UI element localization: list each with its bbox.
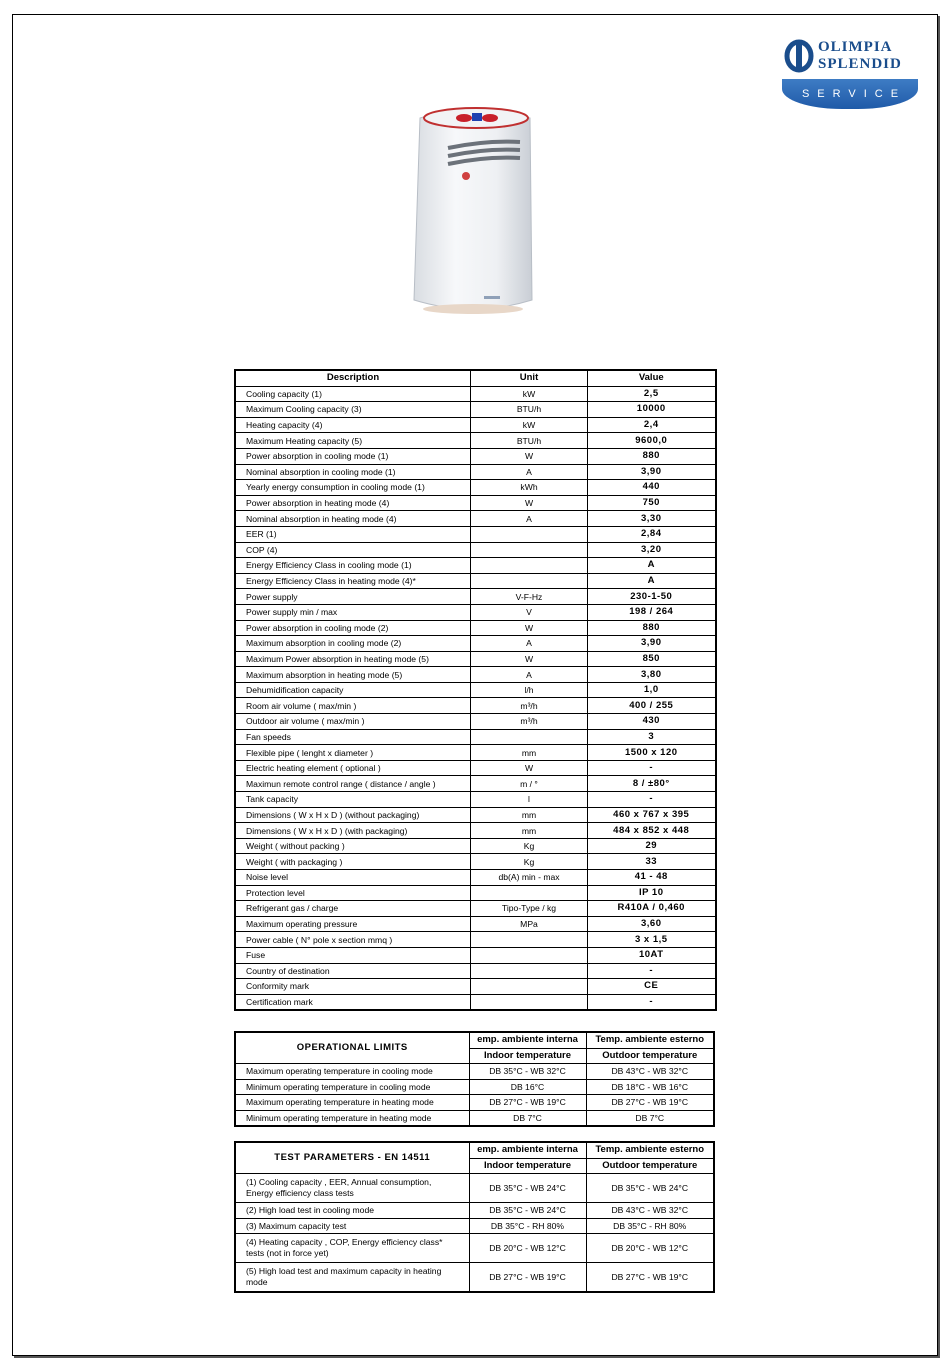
row-description: (1) Cooling capacity , EER, Annual consumption, Energy efficiency class tests	[235, 1174, 469, 1203]
table-row	[235, 963, 716, 979]
table-row	[235, 1064, 714, 1080]
row-unit	[471, 542, 588, 558]
row-unit: kWh	[471, 480, 588, 496]
table-row	[235, 979, 716, 995]
row-value: 484 x 852 x 448	[588, 823, 716, 839]
logo-service-band	[782, 79, 918, 109]
row-description: Protection level	[235, 885, 471, 901]
outdoor-value: DB 18°C - WB 16°C	[586, 1079, 714, 1095]
table-row	[235, 464, 716, 480]
test-indoor-temp-label: Indoor temperature	[469, 1158, 586, 1174]
row-unit: Kg	[471, 838, 588, 854]
row-description: (3) Maximum capacity test	[235, 1218, 469, 1234]
row-value: 880	[588, 620, 716, 636]
row-unit: V	[471, 604, 588, 620]
indoor-value: DB 20°C - WB 12°C	[469, 1234, 586, 1263]
test-outdoor-temp-label-it: Temp. ambiente esterno	[586, 1142, 714, 1158]
row-value: -	[588, 792, 716, 808]
table-row	[235, 1095, 714, 1111]
table-row	[235, 745, 716, 761]
row-description: Maximum operating temperature in cooling mode	[235, 1064, 469, 1080]
row-unit: V-F-Hz	[471, 589, 588, 605]
row-value: R410A / 0,460	[588, 901, 716, 917]
row-unit: m³/h	[471, 698, 588, 714]
row-unit	[471, 729, 588, 745]
indoor-value: DB 35°C - WB 24°C	[469, 1174, 586, 1203]
row-description: Maximum absorption in cooling mode (2)	[235, 636, 471, 652]
row-unit	[471, 963, 588, 979]
row-unit: mm	[471, 823, 588, 839]
row-unit	[471, 885, 588, 901]
table-row	[235, 604, 716, 620]
operational-limits-title: OPERATIONAL LIMITS	[235, 1032, 469, 1064]
table-row	[235, 1263, 714, 1293]
row-value: 41 - 48	[588, 870, 716, 886]
row-description: Flexible pipe ( lenght x diameter )	[235, 745, 471, 761]
indoor-value: DB 27°C - WB 19°C	[469, 1095, 586, 1111]
logo-line-1: OLIMPIA	[818, 39, 893, 55]
row-value: A	[588, 558, 716, 574]
row-unit: MPa	[471, 916, 588, 932]
row-value: -	[588, 760, 716, 776]
row-description: Power absorption in heating mode (4)	[235, 495, 471, 511]
row-value: -	[588, 963, 716, 979]
table-row	[235, 542, 716, 558]
indoor-value: DB 35°C - RH 80%	[469, 1218, 586, 1234]
row-value: 750	[588, 495, 716, 511]
row-value: 3	[588, 729, 716, 745]
row-description: Energy Efficiency Class in heating mode (4)*	[235, 573, 471, 589]
row-description: Certification mark	[235, 994, 471, 1010]
table-row	[235, 714, 716, 730]
row-unit: kW	[471, 386, 588, 402]
row-description: Refrigerant gas / charge	[235, 901, 471, 917]
row-description: (2) High load test in cooling mode	[235, 1203, 469, 1219]
row-unit: db(A) min - max	[471, 870, 588, 886]
row-unit: m / °	[471, 776, 588, 792]
row-value: 850	[588, 651, 716, 667]
row-unit	[471, 994, 588, 1010]
row-unit: W	[471, 760, 588, 776]
row-value: 2,84	[588, 526, 716, 542]
table-row	[235, 916, 716, 932]
row-unit: BTU/h	[471, 402, 588, 418]
table-row	[235, 526, 716, 542]
row-value: 1,0	[588, 682, 716, 698]
row-description: Room air volume ( max/min )	[235, 698, 471, 714]
row-value: 2,5	[588, 386, 716, 402]
row-value: 29	[588, 838, 716, 854]
indoor-temp-label: Indoor temperature	[469, 1048, 586, 1064]
outdoor-value: DB 43°C - WB 32°C	[586, 1203, 714, 1219]
table-row	[235, 511, 716, 527]
outdoor-temp-label: Outdoor temperature	[586, 1048, 714, 1064]
row-value: IP 10	[588, 885, 716, 901]
row-description: Yearly energy consumption in cooling mode (1)	[235, 480, 471, 496]
table-row	[235, 823, 716, 839]
row-description: Minimum operating temperature in cooling mode	[235, 1079, 469, 1095]
outdoor-temp-label-it: Temp. ambiente esterno	[586, 1032, 714, 1048]
table-row	[235, 402, 716, 418]
logo-mark-icon	[784, 39, 814, 73]
table-row	[235, 760, 716, 776]
outdoor-value: DB 20°C - WB 12°C	[586, 1234, 714, 1263]
row-description: Maximun remote control range ( distance / angle )	[235, 776, 471, 792]
row-description: (5) High load test and maximum capacity in heating mode	[235, 1263, 469, 1293]
row-unit	[471, 558, 588, 574]
indoor-value: DB 35°C - WB 32°C	[469, 1064, 586, 1080]
table-row	[235, 854, 716, 870]
outdoor-value: DB 35°C - RH 80%	[586, 1218, 714, 1234]
row-value: 3,60	[588, 916, 716, 932]
row-value: 1500 x 120	[588, 745, 716, 761]
table-row	[235, 573, 716, 589]
table-row	[235, 698, 716, 714]
table-row	[235, 682, 716, 698]
row-description: Maximum absorption in heating mode (5)	[235, 667, 471, 683]
row-value: 33	[588, 854, 716, 870]
row-unit	[471, 932, 588, 948]
row-value: 460 x 767 x 395	[588, 807, 716, 823]
row-description: Nominal absorption in cooling mode (1)	[235, 464, 471, 480]
row-description: Nominal absorption in heating mode (4)	[235, 511, 471, 527]
table-row	[235, 901, 716, 917]
row-value: 230-1-50	[588, 589, 716, 605]
row-description: Minimum operating temperature in heating mode	[235, 1110, 469, 1126]
specifications-header-row	[235, 370, 716, 386]
row-unit: l/h	[471, 682, 588, 698]
row-value: 3,30	[588, 511, 716, 527]
row-unit: m³/h	[471, 714, 588, 730]
table-row	[235, 667, 716, 683]
test-indoor-temp-label-it: emp. ambiente interna	[469, 1142, 586, 1158]
row-description: Conformity mark	[235, 979, 471, 995]
table-row	[235, 433, 716, 449]
table-row	[235, 947, 716, 963]
outdoor-value: DB 27°C - WB 19°C	[586, 1095, 714, 1111]
row-description: Outdoor air volume ( max/min )	[235, 714, 471, 730]
row-unit: Kg	[471, 854, 588, 870]
outdoor-value: DB 43°C - WB 32°C	[586, 1064, 714, 1080]
table-row	[235, 417, 716, 433]
row-description: Electric heating element ( optional )	[235, 760, 471, 776]
table-row	[235, 620, 716, 636]
table-row	[235, 558, 716, 574]
outdoor-value: DB 7°C	[586, 1110, 714, 1126]
row-unit: W	[471, 620, 588, 636]
table-row	[235, 870, 716, 886]
row-unit	[471, 979, 588, 995]
table-row	[235, 386, 716, 402]
test-parameters-title: TEST PARAMETERS - EN 14511	[235, 1142, 469, 1174]
table-row	[235, 807, 716, 823]
row-description: Power supply min / max	[235, 604, 471, 620]
table-row	[235, 729, 716, 745]
table-row	[235, 932, 716, 948]
row-description: Energy Efficiency Class in cooling mode (1)	[235, 558, 471, 574]
indoor-value: DB 7°C	[469, 1110, 586, 1126]
table-row	[235, 1174, 714, 1203]
table-row	[235, 495, 716, 511]
header-unit: Unit	[471, 370, 588, 386]
row-value: -	[588, 994, 716, 1010]
outdoor-value: DB 35°C - WB 24°C	[586, 1174, 714, 1203]
row-description: Power supply	[235, 589, 471, 605]
row-description: Dehumidification capacity	[235, 682, 471, 698]
row-description: EER (1)	[235, 526, 471, 542]
row-description: Country of destination	[235, 963, 471, 979]
header-value: Value	[588, 370, 716, 386]
table-row	[235, 1079, 714, 1095]
row-unit	[471, 526, 588, 542]
row-description: Maximum operating pressure	[235, 916, 471, 932]
indoor-value: DB 16°C	[469, 1079, 586, 1095]
row-description: Power absorption in cooling mode (1)	[235, 448, 471, 464]
indoor-temp-label-it: emp. ambiente interna	[469, 1032, 586, 1048]
row-description: (4) Heating capacity , COP, Energy efficiency class* tests (not in force yet)	[235, 1234, 469, 1263]
table-row	[235, 636, 716, 652]
row-description: Weight ( without packing )	[235, 838, 471, 854]
row-value: 9600,0	[588, 433, 716, 449]
row-description: Power cable ( N° pole x section mmq )	[235, 932, 471, 948]
row-value: 3,90	[588, 636, 716, 652]
row-description: Dimensions ( W x H x D ) (without packaging)	[235, 807, 471, 823]
row-description: Cooling capacity (1)	[235, 386, 471, 402]
row-description: Noise level	[235, 870, 471, 886]
row-value: A	[588, 573, 716, 589]
row-description: Tank capacity	[235, 792, 471, 808]
row-value: 8 / ±80°	[588, 776, 716, 792]
table-row	[235, 1234, 714, 1263]
table-row	[235, 480, 716, 496]
table-row	[235, 1203, 714, 1219]
table-row	[235, 1218, 714, 1234]
row-value: 3 x 1,5	[588, 932, 716, 948]
air-conditioner-image	[406, 104, 540, 318]
row-description: Maximum operating temperature in heating mode	[235, 1095, 469, 1111]
row-description: Power absorption in cooling mode (2)	[235, 620, 471, 636]
row-value: 198 / 264	[588, 604, 716, 620]
row-unit	[471, 573, 588, 589]
table-row	[235, 448, 716, 464]
logo-line-2: SPLENDID	[818, 56, 902, 72]
row-unit: kW	[471, 417, 588, 433]
table-row	[235, 589, 716, 605]
row-unit: A	[471, 511, 588, 527]
row-value: 440	[588, 480, 716, 496]
row-unit: mm	[471, 745, 588, 761]
row-unit: mm	[471, 807, 588, 823]
row-value: 430	[588, 714, 716, 730]
row-value: 2,4	[588, 417, 716, 433]
row-value: 10AT	[588, 947, 716, 963]
row-value: 400 / 255	[588, 698, 716, 714]
test-parameters-table	[234, 1141, 715, 1293]
table-row	[235, 792, 716, 808]
row-unit: A	[471, 667, 588, 683]
row-unit: W	[471, 651, 588, 667]
row-unit: BTU/h	[471, 433, 588, 449]
row-value: CE	[588, 979, 716, 995]
row-description: Maximum Cooling capacity (3)	[235, 402, 471, 418]
indoor-value: DB 35°C - WB 24°C	[469, 1203, 586, 1219]
row-description: Heating capacity (4)	[235, 417, 471, 433]
row-value: 3,90	[588, 464, 716, 480]
table-row	[235, 838, 716, 854]
operational-limits-table	[234, 1031, 715, 1127]
logo-service-text: SERVICE	[801, 88, 907, 100]
row-unit: W	[471, 448, 588, 464]
row-unit: l	[471, 792, 588, 808]
row-unit: A	[471, 636, 588, 652]
row-description: Fuse	[235, 947, 471, 963]
row-description: Fan speeds	[235, 729, 471, 745]
row-value: 3,80	[588, 667, 716, 683]
row-unit: W	[471, 495, 588, 511]
test-outdoor-temp-label: Outdoor temperature	[586, 1158, 714, 1174]
row-unit	[471, 947, 588, 963]
olimpia-splendid-logo	[782, 37, 918, 115]
indoor-value: DB 27°C - WB 19°C	[469, 1263, 586, 1293]
table-row	[235, 776, 716, 792]
row-value: 880	[588, 448, 716, 464]
specifications-table	[234, 369, 717, 1011]
row-description: Maximum Heating capacity (5)	[235, 433, 471, 449]
table-row	[235, 651, 716, 667]
row-value: 10000	[588, 402, 716, 418]
row-unit: Tipo-Type / kg	[471, 901, 588, 917]
row-description: Dimensions ( W x H x D ) (with packaging)	[235, 823, 471, 839]
row-value: 3,20	[588, 542, 716, 558]
row-description: Maximum Power absorption in heating mode (5)	[235, 651, 471, 667]
table-row	[235, 1110, 714, 1126]
row-description: COP (4)	[235, 542, 471, 558]
outdoor-value: DB 27°C - WB 19°C	[586, 1263, 714, 1293]
row-description: Weight ( with packaging )	[235, 854, 471, 870]
table-row	[235, 994, 716, 1010]
row-unit: A	[471, 464, 588, 480]
header-description: Description	[235, 370, 471, 386]
table-row	[235, 885, 716, 901]
